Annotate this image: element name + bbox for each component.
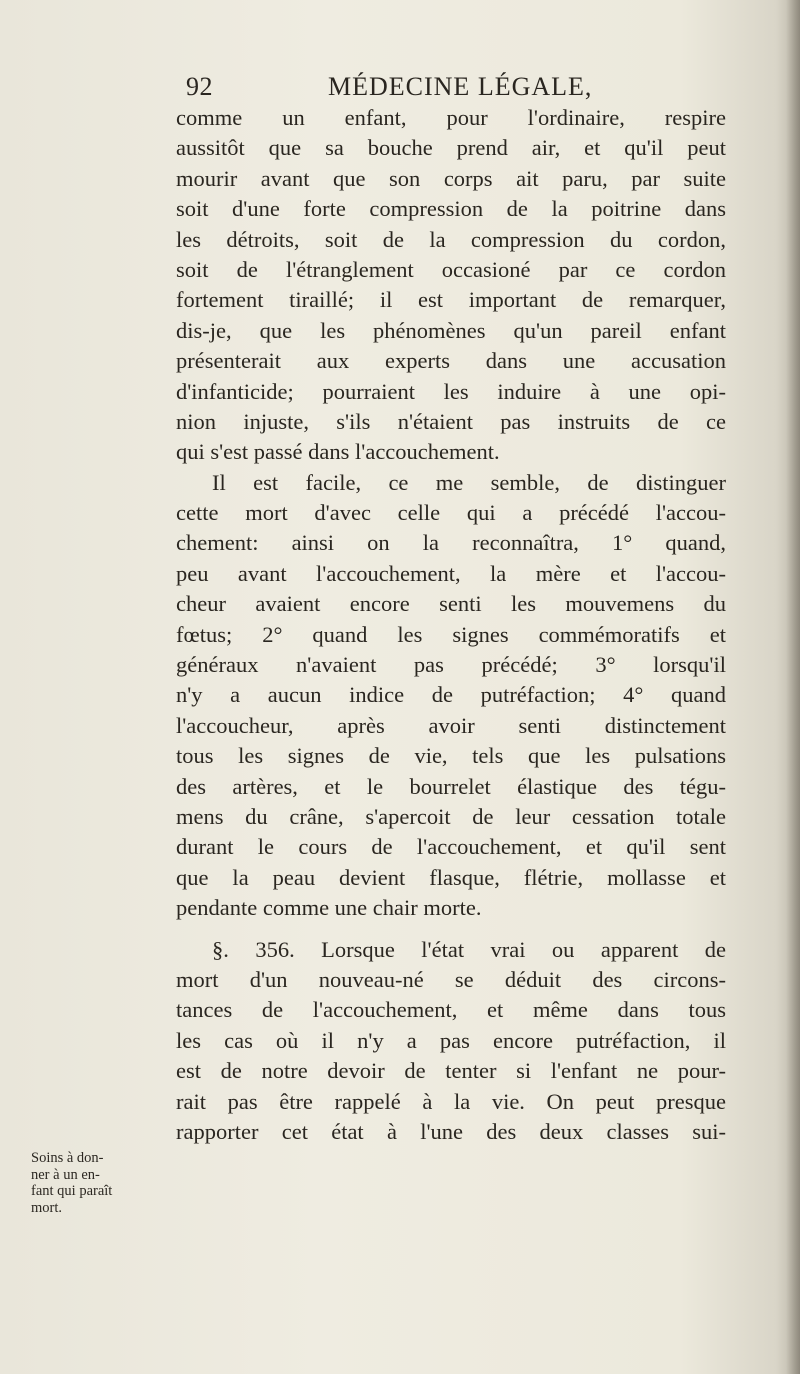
margin-note-line: mort.: [31, 1199, 63, 1216]
text-line: dis-je, que les phénomènes qu'un pareil enfant: [176, 317, 726, 343]
text-line: généraux n'avaient pas précédé; 3° lorsqu'il: [176, 652, 726, 678]
text-line: Il est facile, ce me semble, de distinguer: [212, 469, 726, 495]
text-line: chement: ainsi on la reconnaîtra, 1° quand,: [176, 530, 726, 556]
text-line: rapporter cet état à l'une des deux classes sui-: [176, 1118, 726, 1144]
text-line: §. 356. Lorsque l'état vrai ou apparent de: [212, 936, 726, 962]
margin-note: [31, 1150, 167, 1216]
text-line: d'infanticide; pourraient les induire à une opi-: [176, 378, 726, 404]
text-line: les détroits, soit de la compression du cordon,: [176, 226, 726, 252]
text-line: mort d'un nouveau-né se déduit des circons-: [176, 966, 726, 992]
text-line: peu avant l'accouchement, la mère et l'accou-: [176, 560, 726, 586]
paragraph-2: [176, 468, 726, 924]
paragraph-1: [176, 103, 726, 468]
text-line: l'accoucheur, après avoir senti distinctement: [176, 712, 726, 738]
text-line: pendante comme une chair morte.: [176, 895, 482, 921]
text-line: cheur avaient encore senti les mouvemens du: [176, 591, 726, 617]
page-edge-shadow: [786, 0, 800, 1374]
text-line: des artères, et le bourrelet élastique des tégu-: [176, 773, 726, 799]
text-line: les cas où il n'y a pas encore putréfaction, il: [176, 1027, 726, 1053]
margin-note-line: fant qui paraît: [31, 1183, 113, 1199]
margin-note-line: Soins à don-: [31, 1150, 104, 1166]
text-line: comme un enfant, pour l'ordinaire, respire: [176, 105, 726, 130]
paragraph-3: [176, 935, 726, 1148]
text-line: fortement tiraillé; il est important de remarquer,: [176, 287, 726, 313]
body-text: [176, 103, 726, 1147]
text-line: mens du crâne, s'apercoit de leur cessation totale: [176, 803, 726, 829]
text-line: aussitôt que sa bouche prend air, et qu'il peut: [176, 135, 726, 161]
text-line: soit d'une forte compression de la poitrine dans: [176, 196, 726, 222]
text-line: rait pas être rappelé à la vie. On peut presque: [176, 1088, 726, 1114]
text-line: n'y a aucun indice de putréfaction; 4° quand: [176, 682, 726, 708]
text-line: présenterait aux experts dans une accusation: [176, 348, 726, 374]
running-title: MÉDECINE LÉGALE,: [328, 72, 593, 101]
text-line: mourir avant que son corps ait paru, par suite: [176, 165, 726, 191]
text-line: est de notre devoir de tenter si l'enfant ne pour-: [176, 1058, 726, 1084]
text-line: fœtus; 2° quand les signes commémoratifs et: [176, 621, 726, 647]
text-line: que la peau devient flasque, flétrie, mollasse et: [176, 864, 726, 890]
text-line: nion injuste, s'ils n'étaient pas instruits de ce: [176, 408, 726, 434]
text-line: tances de l'accouchement, et même dans tous: [176, 997, 726, 1023]
page-number: 92: [186, 72, 213, 101]
text-line: durant le cours de l'accouchement, et qu'il sent: [176, 834, 726, 860]
text-line: qui s'est passé dans l'accouchement.: [176, 439, 500, 465]
margin-note-line: ner à un en-: [31, 1166, 100, 1183]
paragraph-gap: [176, 924, 726, 935]
text-line: cette mort d'avec celle qui a précédé l'accou-: [176, 500, 726, 526]
text-line: tous les signes de vie, tels que les pulsations: [176, 743, 726, 769]
text-line: soit de l'étranglement occasioné par ce cordon: [176, 256, 726, 282]
